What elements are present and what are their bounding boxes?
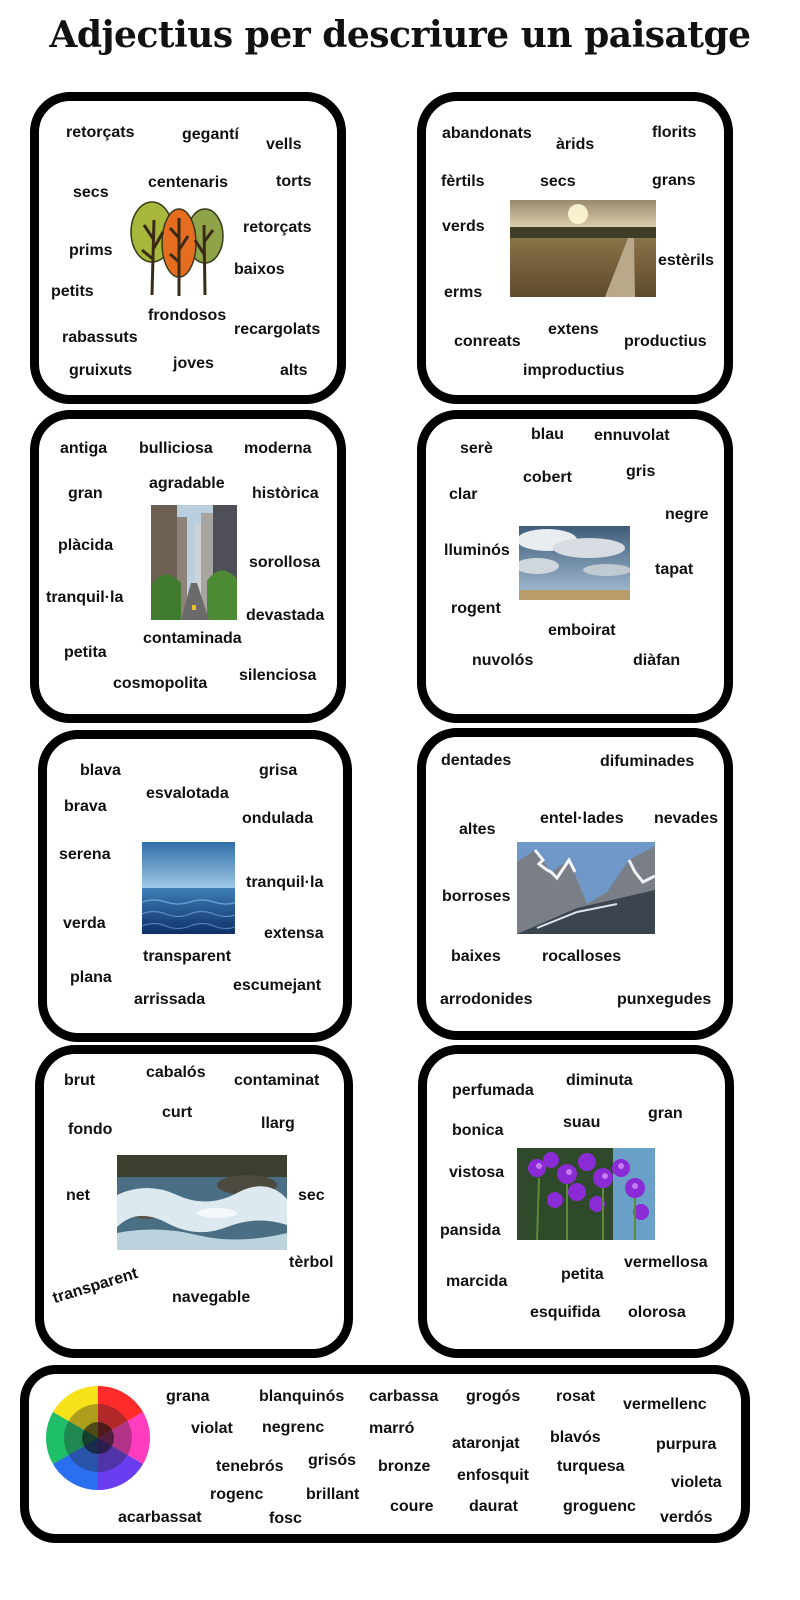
color-word: turquesa (557, 1458, 625, 1475)
color-word: coure (390, 1498, 434, 1515)
word: contaminat (234, 1072, 320, 1089)
word: verds (442, 218, 485, 235)
word: nuvolós (472, 652, 534, 669)
word: entel·lades (540, 810, 624, 827)
word: curt (162, 1104, 193, 1121)
color-word: purpura (656, 1436, 717, 1453)
color-word: blanquinós (259, 1388, 345, 1405)
word: improductius (523, 362, 625, 379)
word: vermellosa (624, 1254, 708, 1271)
word: petita (64, 644, 107, 661)
word: estèrils (658, 252, 715, 269)
color-word: grisós (308, 1452, 357, 1469)
sky-photo (519, 526, 630, 600)
word: sec (298, 1187, 325, 1204)
word: vistosa (449, 1164, 505, 1181)
word: extens (548, 321, 599, 338)
word: històrica (252, 485, 319, 502)
word: llarg (261, 1115, 295, 1132)
color-word: blavós (550, 1429, 601, 1446)
word: diàfan (633, 652, 681, 669)
word: recargolats (234, 321, 321, 338)
word: emboirat (548, 622, 616, 639)
word: esvalotada (146, 785, 229, 802)
word: rocalloses (542, 948, 622, 965)
word: gris (626, 463, 656, 480)
word: pansida (440, 1222, 501, 1239)
color-word: fosc (269, 1510, 302, 1527)
word: centenaris (148, 174, 229, 191)
river-photo (117, 1155, 287, 1250)
word: petits (51, 283, 94, 300)
word: verda (63, 915, 106, 932)
word: tèrbol (289, 1254, 334, 1271)
word: suau (563, 1114, 601, 1131)
color-wheel-icon (45, 1385, 151, 1491)
word: brut (64, 1072, 96, 1089)
word: brava (64, 798, 107, 815)
word: gegantí (182, 126, 239, 143)
word: grans (652, 172, 696, 189)
word: dentades (441, 752, 512, 769)
word: àrids (556, 136, 595, 153)
sea-photo (142, 842, 235, 934)
mountain-photo (517, 842, 655, 934)
word: clar (449, 486, 478, 503)
color-word: violeta (671, 1474, 722, 1491)
word: baixos (234, 261, 285, 278)
word: moderna (244, 440, 312, 457)
word: tapat (655, 561, 694, 578)
word: retorçats (66, 124, 135, 141)
word: plàcida (58, 537, 114, 554)
word: gran (68, 485, 103, 502)
word: arrissada (134, 991, 206, 1008)
word: silenciosa (239, 667, 317, 684)
word: negre (665, 506, 709, 523)
color-word: negrenc (262, 1419, 325, 1436)
word: arrodonides (440, 991, 533, 1008)
color-word: acarbassat (118, 1509, 202, 1526)
word: fèrtils (441, 173, 485, 190)
color-word: daurat (469, 1498, 518, 1515)
field-photo (510, 200, 656, 297)
word: erms (444, 284, 483, 301)
word: frondosos (148, 307, 227, 324)
word: gruixuts (69, 362, 133, 379)
word: petita (561, 1266, 604, 1283)
word: escumejant (233, 977, 322, 994)
color-word: rosat (556, 1388, 596, 1405)
city-photo (151, 505, 237, 620)
word: prims (69, 242, 113, 259)
word: productius (624, 333, 707, 350)
word: grisa (259, 762, 298, 779)
word: diminuta (566, 1072, 633, 1089)
color-word: carbassa (369, 1388, 439, 1405)
word: difuminades (600, 753, 695, 770)
word: joves (173, 355, 214, 372)
color-word: groguenc (563, 1498, 636, 1515)
word: nevades (654, 810, 719, 827)
word: gran (648, 1105, 683, 1122)
word: fondo (68, 1121, 113, 1138)
color-word: tenebrós (216, 1458, 284, 1475)
word: contaminada (143, 630, 242, 647)
word: serè (460, 440, 493, 457)
word: blava (80, 762, 121, 779)
word: alts (280, 362, 308, 379)
word: abandonats (442, 125, 532, 142)
word: antiga (60, 440, 108, 457)
word: transparent (143, 948, 232, 965)
word: ondulada (242, 810, 314, 827)
color-word: grogós (466, 1388, 521, 1405)
word: serena (59, 846, 111, 863)
word: perfumada (452, 1082, 534, 1099)
word: altes (459, 821, 496, 838)
color-word: ataronjat (452, 1435, 520, 1452)
word: tranquil·la (246, 874, 324, 891)
color-word: marró (369, 1420, 415, 1437)
word: torts (276, 173, 312, 190)
word: cabalós (146, 1064, 206, 1081)
word: lluminós (444, 542, 510, 559)
page-title: Adjectius per descriure un paisatge (49, 14, 751, 56)
word: secs (73, 184, 109, 201)
word: rabassuts (62, 329, 138, 346)
word: agradable (149, 475, 225, 492)
word: secs (540, 173, 576, 190)
word: blau (531, 426, 564, 443)
color-word: verdós (660, 1509, 713, 1526)
word: bonica (452, 1122, 504, 1139)
word: sorollosa (249, 554, 321, 571)
color-word: brillant (306, 1486, 360, 1503)
word: conreats (454, 333, 521, 350)
word: retorçats (243, 219, 312, 236)
word: ennuvolat (594, 427, 670, 444)
word: punxegudes (617, 991, 712, 1008)
word: borroses (442, 888, 511, 905)
word: transparent (50, 1265, 140, 1308)
word: rogent (451, 600, 501, 617)
word: plana (70, 969, 112, 986)
word: florits (652, 124, 697, 141)
word: cosmopolita (113, 675, 208, 692)
color-word: vermellenc (623, 1396, 707, 1413)
color-word: bronze (378, 1458, 431, 1475)
purple-flowers-photo (517, 1148, 655, 1240)
word: esquifida (530, 1304, 601, 1321)
trees-illustration-icon (130, 200, 225, 298)
word: tranquil·la (46, 589, 124, 606)
word: bulliciosa (139, 440, 213, 457)
color-word: rogenc (210, 1486, 264, 1503)
color-word: violat (191, 1420, 233, 1437)
color-word: grana (166, 1388, 210, 1405)
color-word: enfosquit (457, 1467, 529, 1484)
word: marcida (446, 1273, 508, 1290)
word: olorosa (628, 1304, 686, 1321)
word: navegable (172, 1289, 251, 1306)
word: baixes (451, 948, 501, 965)
word: devastada (246, 607, 325, 624)
word: net (66, 1187, 90, 1204)
word: extensa (264, 925, 324, 942)
word: vells (266, 136, 302, 153)
word: cobert (523, 469, 572, 486)
